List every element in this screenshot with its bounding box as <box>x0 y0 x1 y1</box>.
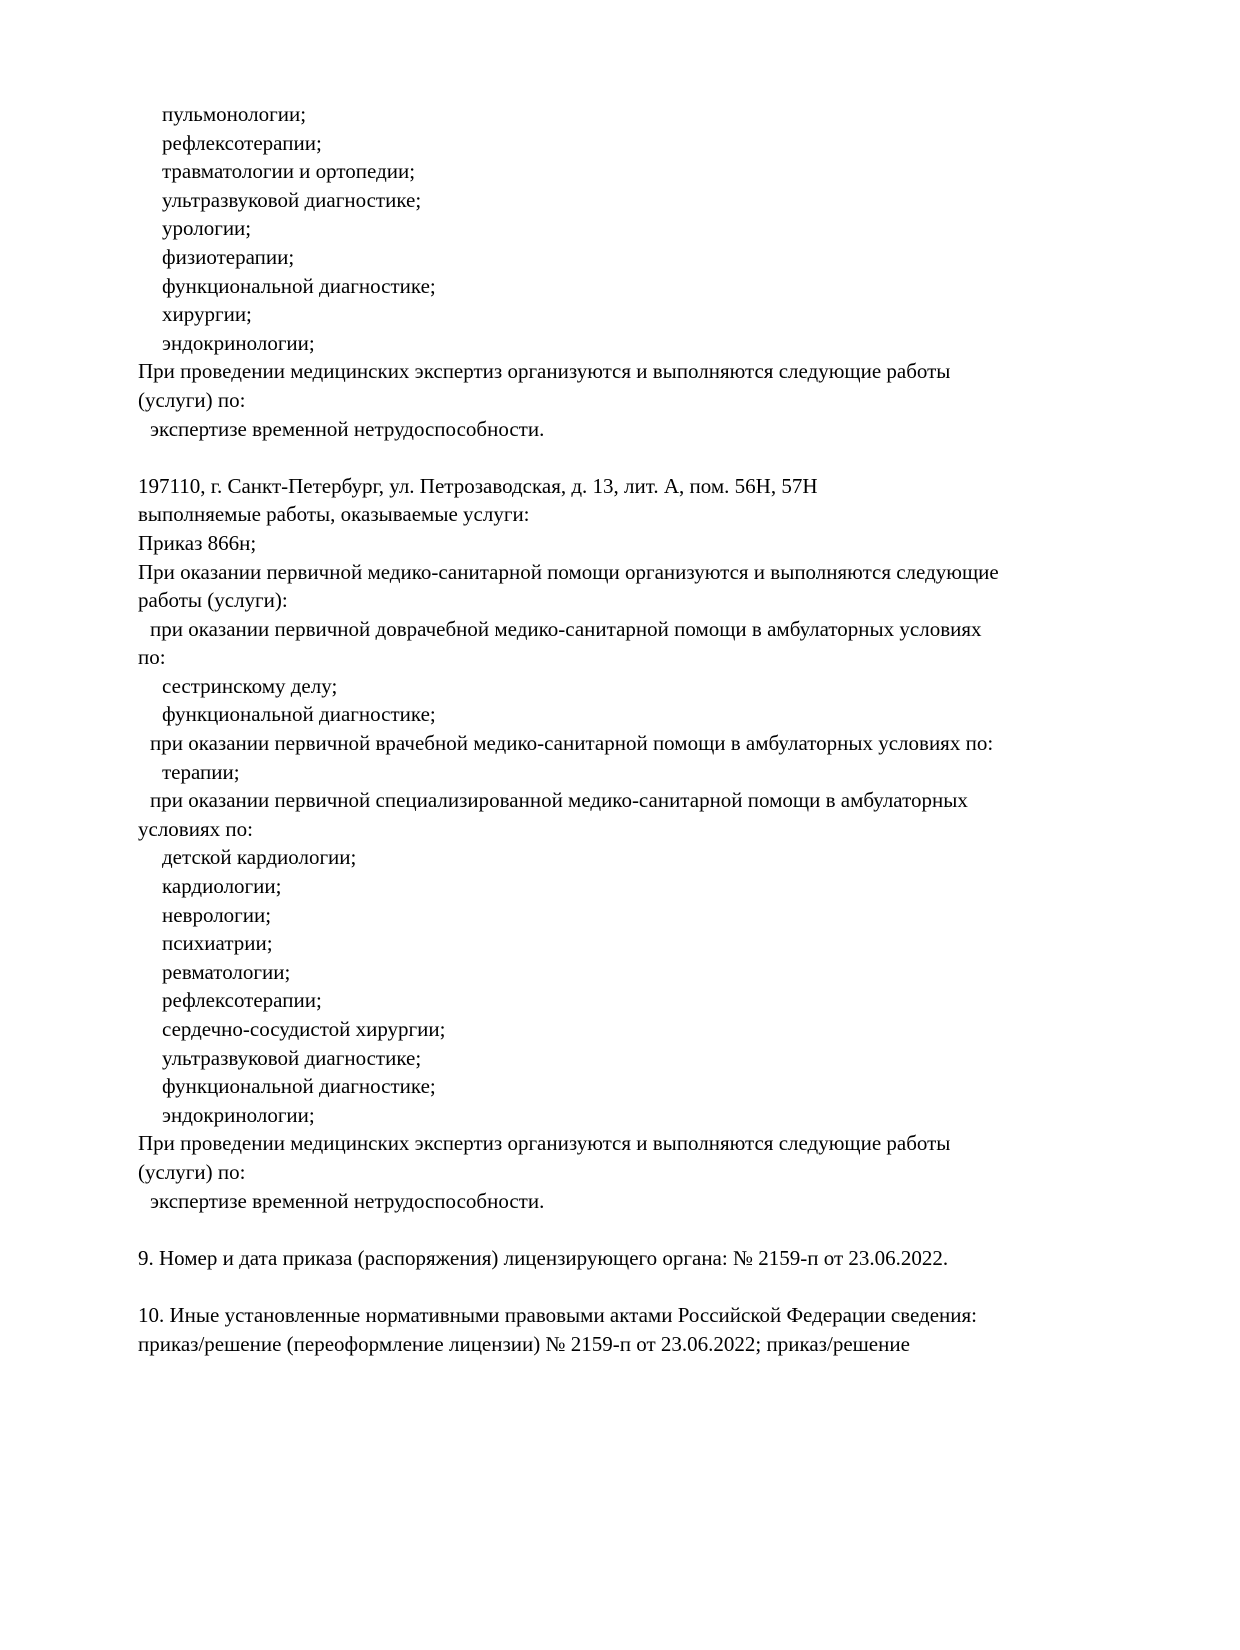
service-item: сестринскому делу; <box>162 673 338 698</box>
specialized-care-heading: при оказании первичной специализированной медико-санитарной помощи в амбулаторных <box>150 788 968 813</box>
service-item: сердечно-сосудистой хирургии; <box>162 1017 446 1041</box>
spacer <box>138 443 1118 472</box>
spacer <box>138 1215 1118 1244</box>
service-item: ревматологии; <box>162 959 291 984</box>
service-item: детской кардиологии; <box>162 845 357 870</box>
expertise-heading-cont: (услуги) по: <box>138 1159 246 1184</box>
service-item: эндокринологии; <box>162 330 315 355</box>
section-9-order-number: 9. Номер и дата приказа (распоряжения) лицензирующего органа: № 2159-п от 23.06.2022. <box>138 1245 949 1270</box>
service-item: ультразвуковой диагностике; <box>162 187 422 212</box>
doctor-care-heading: при оказании первичной врачебной медико-санитарной помощи в амбулаторных условиях по: <box>150 731 994 756</box>
order-reference: Приказ 866н; <box>138 530 257 555</box>
service-item: кардиологии; <box>162 874 282 899</box>
service-item: физиотерапии; <box>162 244 295 269</box>
service-item: травматологии и ортопедии; <box>162 159 416 184</box>
spacer <box>138 1272 1118 1301</box>
service-item: хирургии; <box>162 302 252 327</box>
service-item: рефлексотерапии; <box>162 988 322 1013</box>
primary-care-heading: При оказании первичной медико-санитарной помощи организуются и выполняются следующие <box>138 559 999 584</box>
section-10-text: приказ/решение (переоформление лицензии) № 2159-п от 23.06.2022; приказ/решение <box>138 1331 910 1356</box>
works-label: выполняемые работы, оказываемые услуги: <box>138 502 530 527</box>
service-item: рефлексотерапии; <box>162 130 322 155</box>
expertise-heading-cont: (услуги) по: <box>138 387 246 412</box>
service-item: терапии; <box>162 759 240 784</box>
expertise-heading: При проведении медицинских экспертиз организуются и выполняются следующие работы <box>138 359 951 384</box>
service-item: психиатрии; <box>162 931 273 956</box>
service-item: функциональной диагностике; <box>162 702 436 727</box>
specialized-care-heading-cont: условиях по: <box>138 816 253 841</box>
address: 197110, г. Санкт-Петербург, ул. Петрозаводская, д. 13, лит. А, пом. 56Н, 57Н <box>138 473 818 498</box>
service-item: пульмонологии; <box>162 102 307 126</box>
service-item: функциональной диагностике; <box>162 1074 436 1099</box>
service-item: урологии; <box>162 216 252 241</box>
service-item: ультразвуковой диагностике; <box>162 1045 422 1070</box>
service-item: эндокринологии; <box>162 1102 315 1127</box>
expertise-item: экспертизе временной нетрудоспособности. <box>150 1188 545 1213</box>
service-item: неврологии; <box>162 902 272 927</box>
expertise-heading: При проведении медицинских экспертиз организуются и выполняются следующие работы <box>138 1131 951 1156</box>
expertise-item: экспертизе временной нетрудоспособности. <box>150 416 545 441</box>
prehospital-heading-cont: по: <box>138 645 166 670</box>
document-page <box>138 100 1118 1358</box>
service-item: функциональной диагностике; <box>162 273 436 298</box>
primary-care-heading-cont: работы (услуги): <box>138 588 288 613</box>
prehospital-heading: при оказании первичной доврачебной медико-санитарной помощи в амбулаторных условиях <box>150 616 982 641</box>
section-10-heading: 10. Иные установленные нормативными правовыми актами Российской Федерации сведения: <box>138 1302 978 1327</box>
